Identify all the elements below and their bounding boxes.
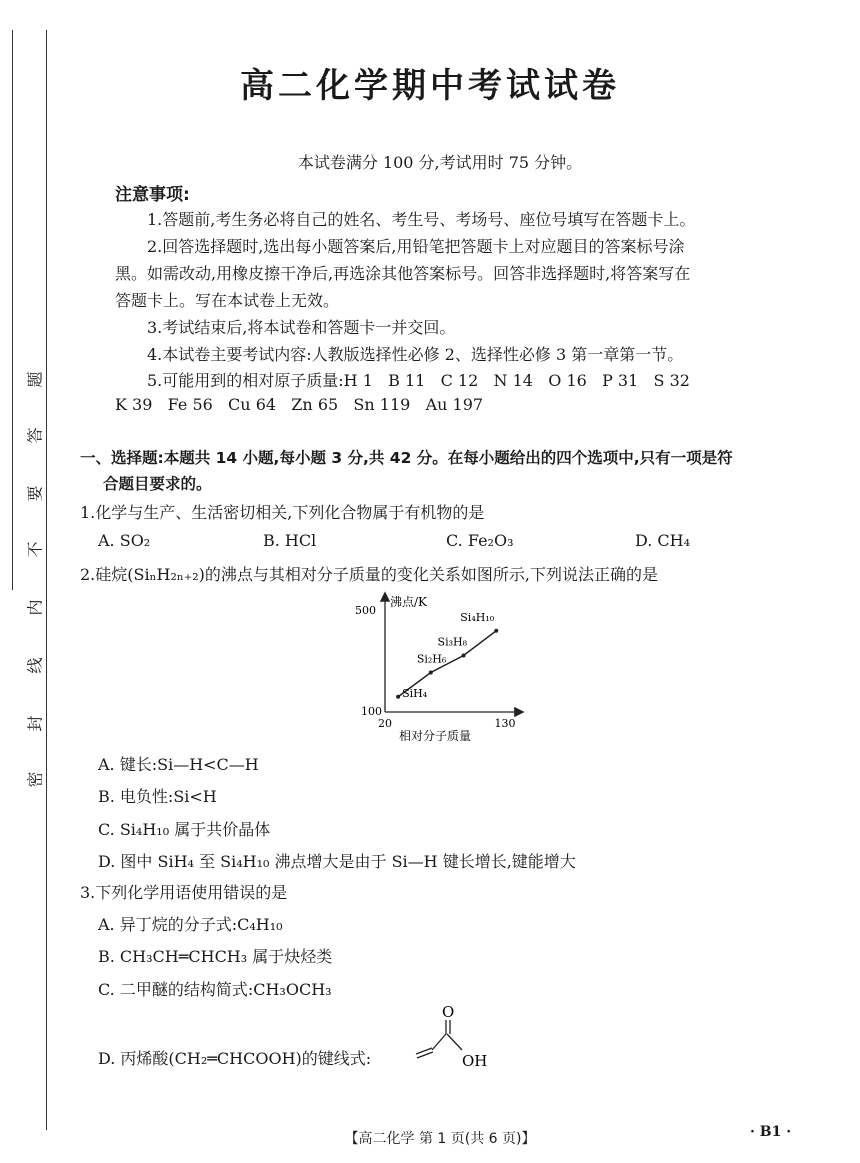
q2-stem: 2.硅烷(SiₙH₂ₙ₊₂)的沸点与其相对分子质量的变化关系如图所示,下列说法正确的是 [80,565,658,584]
q2-option-d: D. 图中 SiH₄ 至 Si₄H₁₀ 沸点增大是由于 Si—H 键长增长,键能增大 [98,852,576,871]
seal-char-3: 要 [25,485,45,502]
y-axis-label: 沸点/K [390,595,428,609]
seal-char-4: 不 [25,541,45,558]
q3-option-c: C. 二甲醚的结构简式:CH₃OCH₃ [98,980,332,999]
section1-heading-a: 一、选择题:本题共 14 小题,每小题 3 分,共 42 分。在每小题给出的四个选项中,只有一项是符 [80,449,733,467]
exam-title: 高二化学期中考试试卷 [240,66,620,106]
notes-item-5a: 5.可能用到的相对原子质量:H 1 B 11 C 12 N 14 O 16 P 31 S 32 [147,371,690,390]
q1-option-b: B. HCl [263,531,317,550]
data-label-2: Si₂H₆ [416,652,447,666]
q3-stem: 3.下列化学用语使用错误的是 [80,883,288,902]
data-point-4 [494,629,498,633]
notes-heading: 注意事项: [115,185,190,205]
margin-line-inner [46,30,47,1130]
page-id: · B1 · [750,1124,792,1140]
y-tick-500: 500 [355,604,376,617]
x-axis-label: 相对分子质量 [398,729,472,743]
exam-subtitle: 本试卷满分 100 分,考试用时 75 分钟。 [297,153,583,172]
struct-o-label: O [442,1004,455,1021]
q3-option-d: D. 丙烯酸(CH₂═CHCOOH)的键线式: [98,1049,372,1068]
q1-option-c: C. Fe₂O₃ [446,531,514,550]
notes-item-3: 3.考试结束后,将本试卷和答题卡一并交回。 [147,318,456,337]
x-tick-20: 20 [378,717,392,730]
struct-oh-label: OH [462,1052,488,1070]
boiling-point-chart [340,588,540,748]
section1-heading-b: 合题目要求的。 [103,475,212,493]
acrylic-acid-structure [412,1004,502,1074]
data-point-3 [462,654,466,658]
notes-item-2b: 黑。如需改动,用橡皮擦干净后,再选涂其他答案标号。回答非选择题时,将答案写在 [115,264,691,283]
seal-char-6: 线 [25,657,45,674]
notes-item-5b: K 39 Fe 56 Cu 64 Zn 65 Sn 119 Au 197 [115,395,484,414]
seal-char-7: 封 [25,715,45,732]
data-label-3: Si₃H₈ [437,635,468,649]
q3-option-b: B. CH₃CH═CHCH₃ 属于炔烃类 [98,947,333,966]
bond-c-oh [447,1034,462,1050]
notes-item-4: 4.本试卷主要考试内容:人教版选择性必修 2、选择性必修 3 第一章第一节。 [147,345,684,364]
seal-char-2: 答 [25,427,45,444]
notes-item-2a: 2.回答选择题时,选出每小题答案后,用铅笔把答题卡上对应题目的答案标号涂 [147,237,685,256]
data-point-2 [429,671,433,675]
q2-option-c: C. Si₄H₁₀ 属于共价晶体 [98,820,271,839]
data-label-1: SiH₄ [402,686,428,700]
page-footer: 【高二化学 第 1 页(共 6 页)】 [344,1131,536,1147]
seal-char-1: 题 [25,371,45,388]
seal-char-8: 密 [25,771,45,788]
q2-option-b: B. 电负性:Si<H [98,787,217,806]
q1-option-a: A. SO₂ [98,531,151,550]
notes-item-1: 1.答题前,考生务必将自己的姓名、考生号、考场号、座位号填写在答题卡上。 [147,210,696,229]
data-label-4: Si₄H₁₀ [460,610,495,624]
bond-c2-c3 [432,1034,446,1050]
q3-option-a: A. 异丁烷的分子式:C₄H₁₀ [98,915,283,934]
q1-stem: 1.化学与生产、生活密切相关,下列化合物属于有机物的是 [80,503,485,522]
q2-option-a: A. 键长:Si—H<C—H [98,755,259,774]
q1-option-d: D. CH₄ [635,531,691,550]
seal-char-5: 内 [25,599,45,616]
notes-item-2c: 答题卡上。写在本试卷上无效。 [115,291,340,310]
x-tick-130: 130 [494,717,516,730]
data-point-1 [396,695,400,699]
y-tick-100: 100 [361,705,382,718]
margin-line-outer [12,30,13,590]
